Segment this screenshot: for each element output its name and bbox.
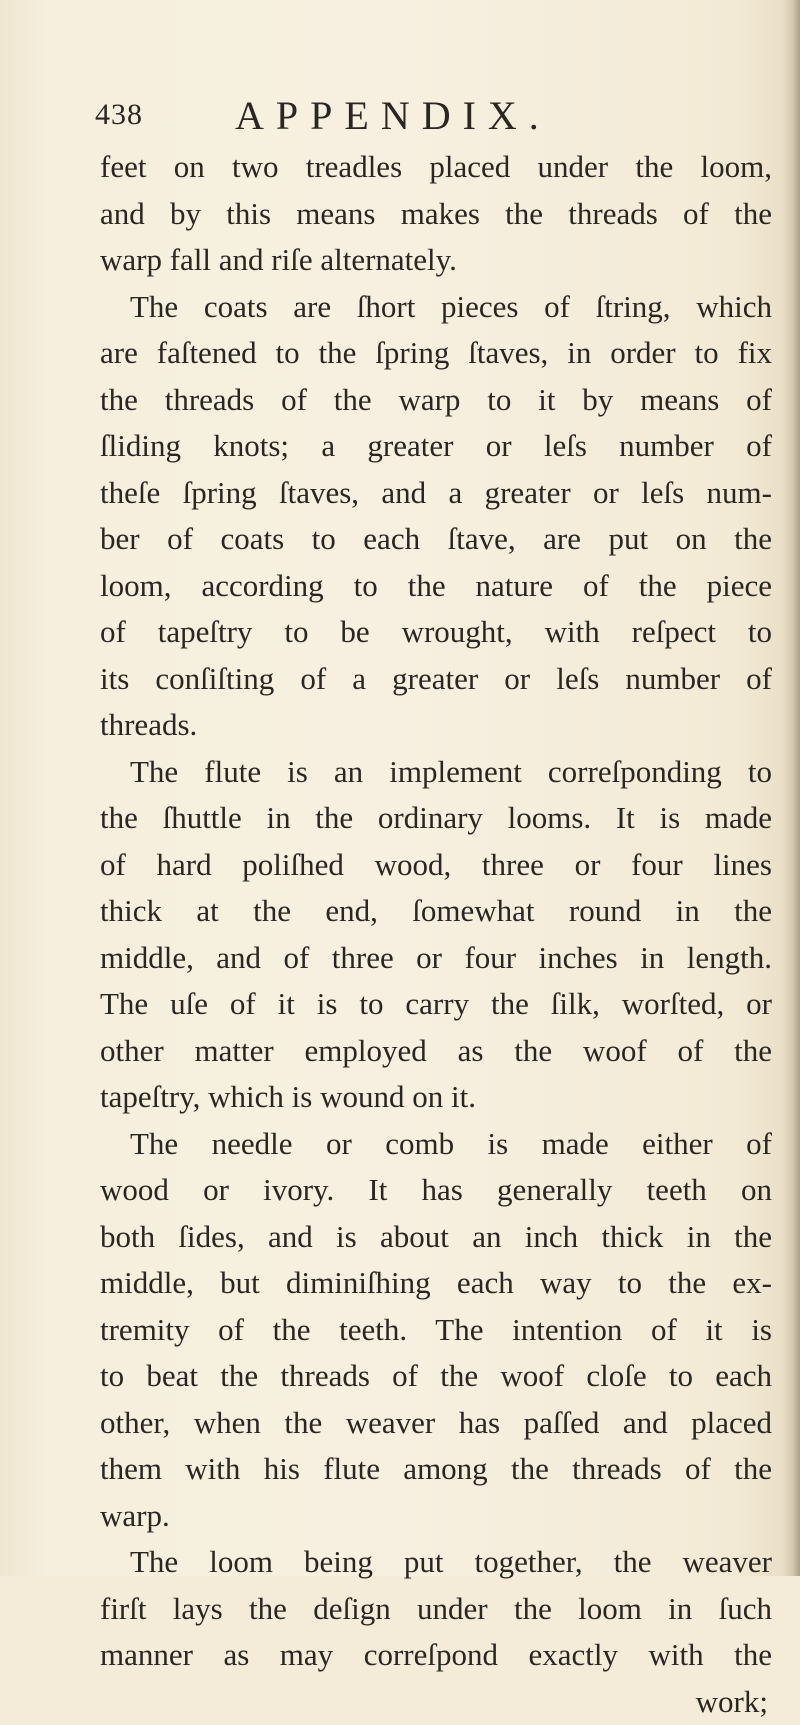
text-line: firſt lays the deſign under the loom in ſuch	[100, 1586, 772, 1633]
text-line: The flute is an implement correſponding to	[100, 749, 772, 796]
running-head: APPENDIX.	[235, 92, 551, 139]
text-line: threads.	[100, 702, 772, 749]
text-line: ber of coats to each ſtave, are put on the	[100, 516, 772, 563]
text-line: middle, but diminiſhing each way to the ex-	[100, 1260, 772, 1307]
text-line: The loom being put together, the weaver	[100, 1539, 772, 1586]
text-line: tapeſtry, which is wound on it.	[100, 1074, 772, 1121]
text-line: warp.	[100, 1493, 772, 1540]
text-line: theſe ſpring ſtaves, and a greater or leſs num-	[100, 470, 772, 517]
text-line: to beat the threads of the woof cloſe to each	[100, 1353, 772, 1400]
text-line: both ſides, and is about an inch thick in the	[100, 1214, 772, 1261]
text-line: thick at the end, ſomewhat round in the	[100, 888, 772, 935]
text-line: the ſhuttle in the ordinary looms. It is made	[100, 795, 772, 842]
text-line: them with his flute among the threads of the	[100, 1446, 772, 1493]
text-line: The needle or comb is made either of	[100, 1121, 772, 1168]
text-line: its conſiſting of a greater or leſs number of	[100, 656, 772, 703]
text-line: other matter employed as the woof of the	[100, 1028, 772, 1075]
text-line: feet on two treadles placed under the loom,	[100, 144, 772, 191]
text-line: and by this means makes the threads of the	[100, 191, 772, 238]
text-line: ſliding knots; a greater or leſs number of	[100, 423, 772, 470]
text-line: The coats are ſhort pieces of ſtring, which	[100, 284, 772, 331]
text-line: tremity of the teeth. The intention of it is	[100, 1307, 772, 1354]
text-line: wood or ivory. It has generally teeth on	[100, 1167, 772, 1214]
text-line: loom, according to the nature of the piece	[100, 563, 772, 610]
text-line: are faſtened to the ſpring ſtaves, in order to fix	[100, 330, 772, 377]
text-line: The uſe of it is to carry the ſilk, worſted, or	[100, 981, 772, 1028]
text-line: of tapeſtry to be wrought, with reſpect to	[100, 609, 772, 656]
catchword: work;	[100, 1679, 772, 1725]
page-header	[95, 92, 755, 140]
text-line: other, when the weaver has paſſed and placed	[100, 1400, 772, 1447]
text-line: middle, and of three or four inches in length.	[100, 935, 772, 982]
page-number: 438	[95, 98, 143, 132]
text-line: warp fall and riſe alternately.	[100, 237, 772, 284]
text-line: of hard poliſhed wood, three or four lines	[100, 842, 772, 889]
page-edge-shadow	[782, 0, 800, 1576]
body-text	[100, 144, 772, 1725]
text-line: manner as may correſpond exactly with the	[100, 1632, 772, 1679]
text-line: the threads of the warp to it by means of	[100, 377, 772, 424]
